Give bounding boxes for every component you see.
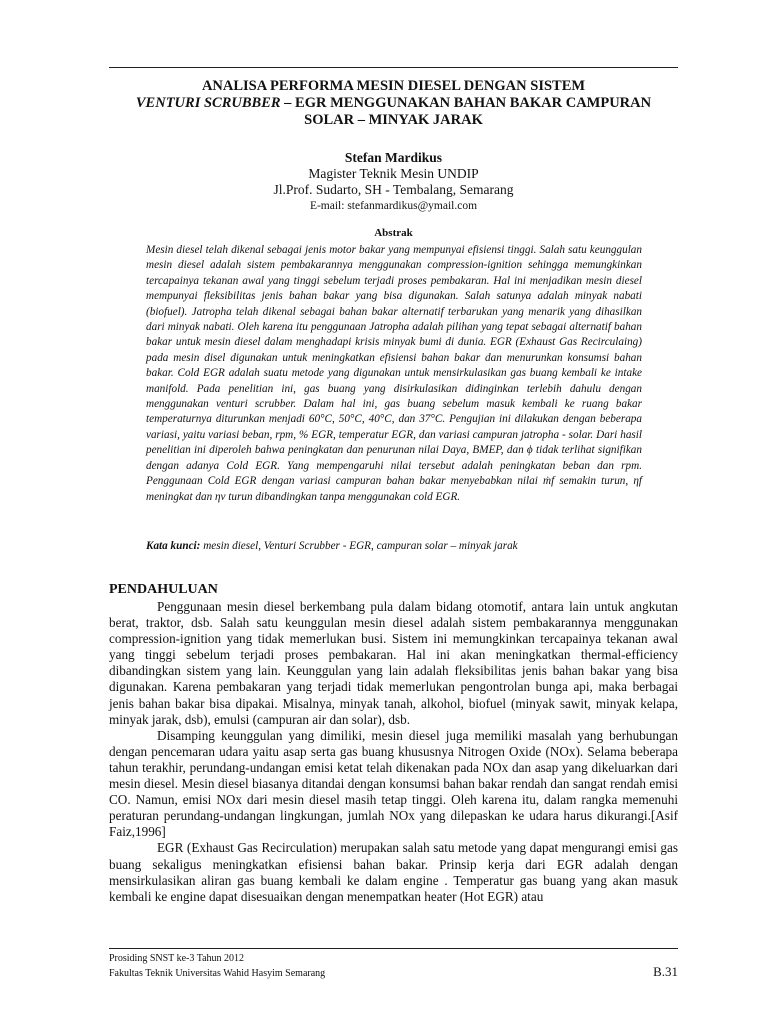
- title-line-3: SOLAR – MINYAK JARAK: [304, 112, 483, 128]
- page-number: B.31: [653, 964, 678, 979]
- section-body: [109, 599, 678, 905]
- author-email: E-mail: stefanmardikus@ymail.com: [309, 200, 478, 212]
- title-line-2-italic: VENTURI SCRUBBER: [135, 95, 281, 111]
- author-affiliation: Magister Teknik Mesin UNDIP: [308, 166, 479, 181]
- abstract-text: Mesin diesel telah dikenal sebagai jenis motor bakar yang mempunyai efisiensi tinggi. Salah satu keunggulan mesin diesel adalah sistem pembakarannya menggunakan compression-ignition sehingga memungkinkan tercapainya tekanan awal yang tinggi sebelum terjadi proses pembakaran. Hal ini menjadikan mesin diesel mempunyai fleksibilitas jenis bahan bakar yang bisa digunakan. Salah satunya adalah minyak nabati (biofuel). Jatropha telah dikenal sebagai bahan bakar alternatif terbarukan yang menarik yang dihasilkan dari minyak nabati. Oleh karena itu penggunaan Jatropha adalah pilihan yang tepat sebagai alternatif bahan bakar untuk mesin diesel dalam menghadapi krisis minyak bumi di dunia. EGR (Exhaust Gas Recirculaing) pada mesin disel digunakan untuk meningkatkan efisiensi bahan bakar dan menurunkan konsumsi bahan bakar. Cold EGR adalah suatu metode yang digunakan untuk mensirkulasikan gas buang kembali ke intake manifold. Pada penelitian ini, gas buang yang disirkulasikan didinginkan terlebih dahulu dengan menggunakan venturi scrubber. Dalam hal ini, gas buang sebelum masuk kembali ke ruang bakar temperaturnya diturunkan menjadi 60°C, 50°C, 40°C, dan 37°C. Pengujian ini dilakukan dengan beberapa variasi, yaitu variasi beban, rpm, % EGR, temperatur EGR, dan variasi campuran jatropha - solar. Dari hasil penelitian ini diperoleh bahwa peningkatan dan penurunan nilai Daya, BMEP, dan ϕ tidak terlihat signifikan dengan adanya Cold EGR. Yang mempengaruhi nilai tersebut adalah peningkatan beban dan rpm. Penggunaan Cold EGR dengan variasi campuran bahan bakar menyebabkan nilai ṁf semakin turun, ηf meningkat dan ηv turun dibandingkan tanpa menggunakan cold EGR.: [146, 244, 642, 503]
- footer-rule: [109, 948, 678, 949]
- footer-faculty: Fakultas Teknik Universitas Wahid Hasyim Semarang: [109, 968, 326, 979]
- keywords-label: Kata kunci:: [146, 540, 201, 552]
- abstract-body: [146, 243, 642, 505]
- author-address: Jl.Prof. Sudarto, SH - Tembalang, Semarang: [273, 182, 514, 197]
- abstract-heading: Abstrak: [374, 227, 413, 239]
- footer-proceedings: Prosiding SNST ke-3 Tahun 2012: [109, 953, 245, 964]
- section-heading: PENDAHULUAN: [109, 582, 218, 597]
- paragraph-2: Disamping keunggulan yang dimiliki, mesin diesel juga memiliki masalah yang berhubungan dengan pencemaran udara yaitu asap serta gas buang khususnya Nitrogen Oxide (NOx). Selama beberapa tahun terakhir, perundang-undangan emisi ketat telah dikenakan pada NOx dan asap yang dikeluarkan dari mesin diesel. Mesin diesel biasanya ditandai dengan konsumsi bahan bakar rendah dan sangat rendah emisi CO. Namun, emisi NOx dari mesin diesel masih tetap tinggi. Oleh karena itu, dalam rangka memenuhi peraturan perundang-undangan lingkungan, jumlah NOx yang dilepaskan ke udara harus dikurangi.[Asif Faiz,1996]: [109, 727, 678, 840]
- keywords: [146, 539, 642, 554]
- paragraph-1: Penggunaan mesin diesel berkembang pula dalam bidang otomotif, antara lain untuk angkutan berat, traktor, dsb. Salah satu keunggulan mesin diesel adalah sistem pembakarannya menggunakan compression-ignition yang tidak memerlukan busi. Sistem ini memungkinkan tercapainya tekanan awal yang tinggi sebelum terjadi proses pembakaran. Hal ini akan meningkatkan thermal-efficiency dibandingkan sistem yang lain. Keunggulan yang lain adalah fleksibilitas jenis bahan bakar yang bisa digunakan. Karena pembakaran yang terjadi tidak memerlukan pengontrolan bunga api, maka berbagai jenis bahan bakar bisa dipakai. Misalnya, minyak tanah, alkohol, biofuel (minyak sawit, minyak kelapa, minyak jarak, dsb), emulsi (campuran air dan solar), dsb.: [109, 599, 678, 727]
- title-line-1: ANALISA PERFORMA MESIN DIESEL DENGAN SISTEM: [201, 78, 586, 94]
- top-rule: [109, 67, 678, 68]
- title-line-2-rest: – EGR MENGGUNAKAN BAHAN BAKAR CAMPURAN: [280, 95, 652, 111]
- author-name: Stefan Mardikus: [344, 150, 443, 165]
- author-block: [109, 150, 678, 214]
- paper-title: [109, 78, 678, 129]
- title-line-2: [109, 95, 678, 112]
- paragraph-3: EGR (Exhaust Gas Recirculation) merupakan salah satu metode yang dapat mengurangi emisi gas buang sekaligus meningkatkan efisiensi bahan bakar. Prinsip kerja dari EGR adalah dengan mensirkulasikan aliran gas buang kembali ke dalam engine . Temperatur gas buang yang akan masuk kembali ke engine dapat disesuaikan dengan menempatkan heater (Hot EGR) atau: [109, 840, 678, 904]
- keywords-text: mesin diesel, Venturi Scrubber - EGR, campuran solar – minyak jarak: [200, 540, 518, 552]
